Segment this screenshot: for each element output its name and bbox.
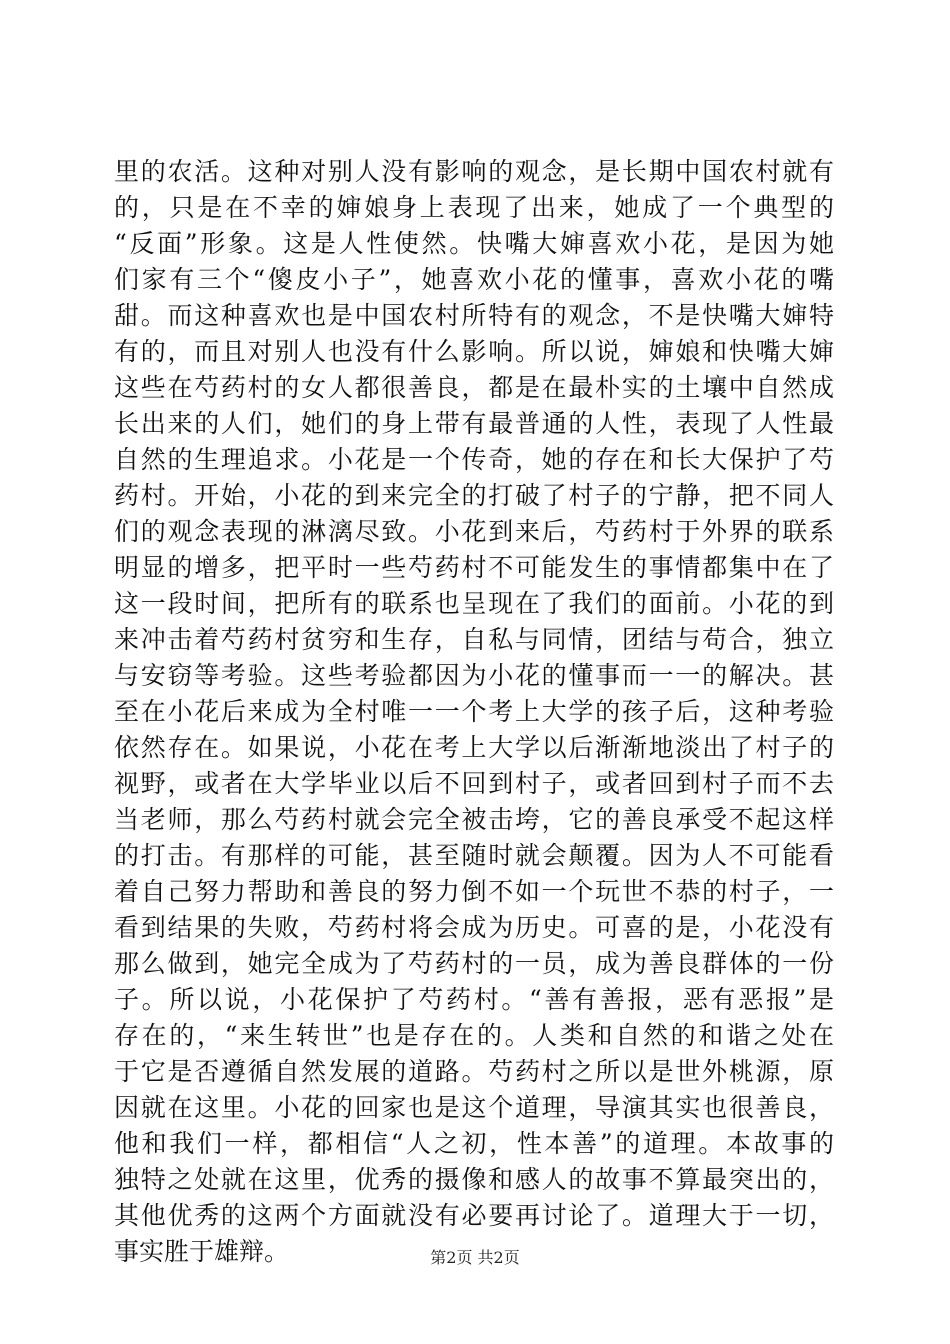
text-line: “反面”形象。这是人性使然。快嘴大婶喜欢小花，是因为她 [114,229,834,258]
text-line: 这些在芍药村的女人都很善良，都是在最朴实的土壤中自然成 [114,373,834,402]
text-line: 当老师，那么芍药村就会完全被击垮，它的善良承受不起这样 [114,805,834,834]
text-line: 自然的生理追求。小花是一个传奇，她的存在和长大保护了芍 [114,445,834,474]
text-line: 着自己努力帮助和善良的努力倒不如一个玩世不恭的村子，一 [114,877,834,906]
text-line: 这一段时间，把所有的联系也呈现在了我们的面前。小花的到 [114,589,834,618]
text-line: 其他优秀的这两个方面就没有必要再讨论了。道理大于一切， [114,1201,834,1230]
page-number-footer: 第2页 共2页 [430,1248,520,1267]
text-line: 他和我们一样，都相信“人之初，性本善”的道理。本故事的 [114,1129,834,1158]
text-line: 至在小花后来成为全村唯一一个考上大学的孩子后，这种考验 [114,697,834,726]
text-line: 于它是否遵循自然发展的道路。芍药村之所以是世外桃源，原 [114,1057,834,1086]
text-line: 那么做到，她完全成为了芍药村的一员，成为善良群体的一份 [114,949,834,978]
text-line: 依然存在。如果说，小花在考上大学以后渐渐地淡出了村子的 [114,733,834,762]
text-line: 的打击。有那样的可能，甚至随时就会颠覆。因为人不可能看 [114,841,834,870]
text-line: 视野，或者在大学毕业以后不回到村子，或者回到村子而不去 [114,769,834,798]
text-line: 们的观念表现的淋漓尽致。小花到来后，芍药村于外界的联系 [114,517,834,546]
text-line: 长出来的人们，她们的身上带有最普通的人性，表现了人性最 [114,409,834,438]
text-line: 的，只是在不幸的婶娘身上表现了出来，她成了一个典型的 [114,193,834,222]
text-line: 看到结果的失败，芍药村将会成为历史。可喜的是，小花没有 [114,913,834,942]
text-line: 因就在这里。小花的回家也是这个道理，导演其实也很善良， [114,1093,834,1122]
text-line: 们家有三个“傻皮小子”，她喜欢小花的懂事，喜欢小花的嘴 [114,265,834,294]
text-line: 里的农活。这种对别人没有影响的观念，是长期中国农村就有 [114,157,834,186]
text-line: 明显的增多，把平时一些芍药村不可能发生的事情都集中在了 [114,553,834,582]
text-line: 来冲击着芍药村贫穷和生存，自私与同情，团结与苟合，独立 [114,625,834,654]
text-line: 事实胜于雄辩。 [114,1237,290,1266]
text-line: 药村。开始，小花的到来完全的打破了村子的宁静，把不同人 [114,481,834,510]
text-line: 存在的，“来生转世”也是存在的。人类和自然的和谐之处在 [114,1021,834,1050]
body-paragraph [114,154,834,1270]
text-line: 有的，而且对别人也没有什么影响。所以说，婶娘和快嘴大婶 [114,337,834,366]
text-line: 与安窃等考验。这些考验都因为小花的懂事而一一的解决。甚 [114,661,834,690]
text-line: 独特之处就在这里，优秀的摄像和感人的故事不算最突出的， [114,1165,834,1194]
text-line: 甜。而这种喜欢也是中国农村所特有的观念，不是快嘴大婶特 [114,301,834,330]
text-line: 子。所以说，小花保护了芍药村。“善有善报，恶有恶报”是 [114,985,834,1014]
